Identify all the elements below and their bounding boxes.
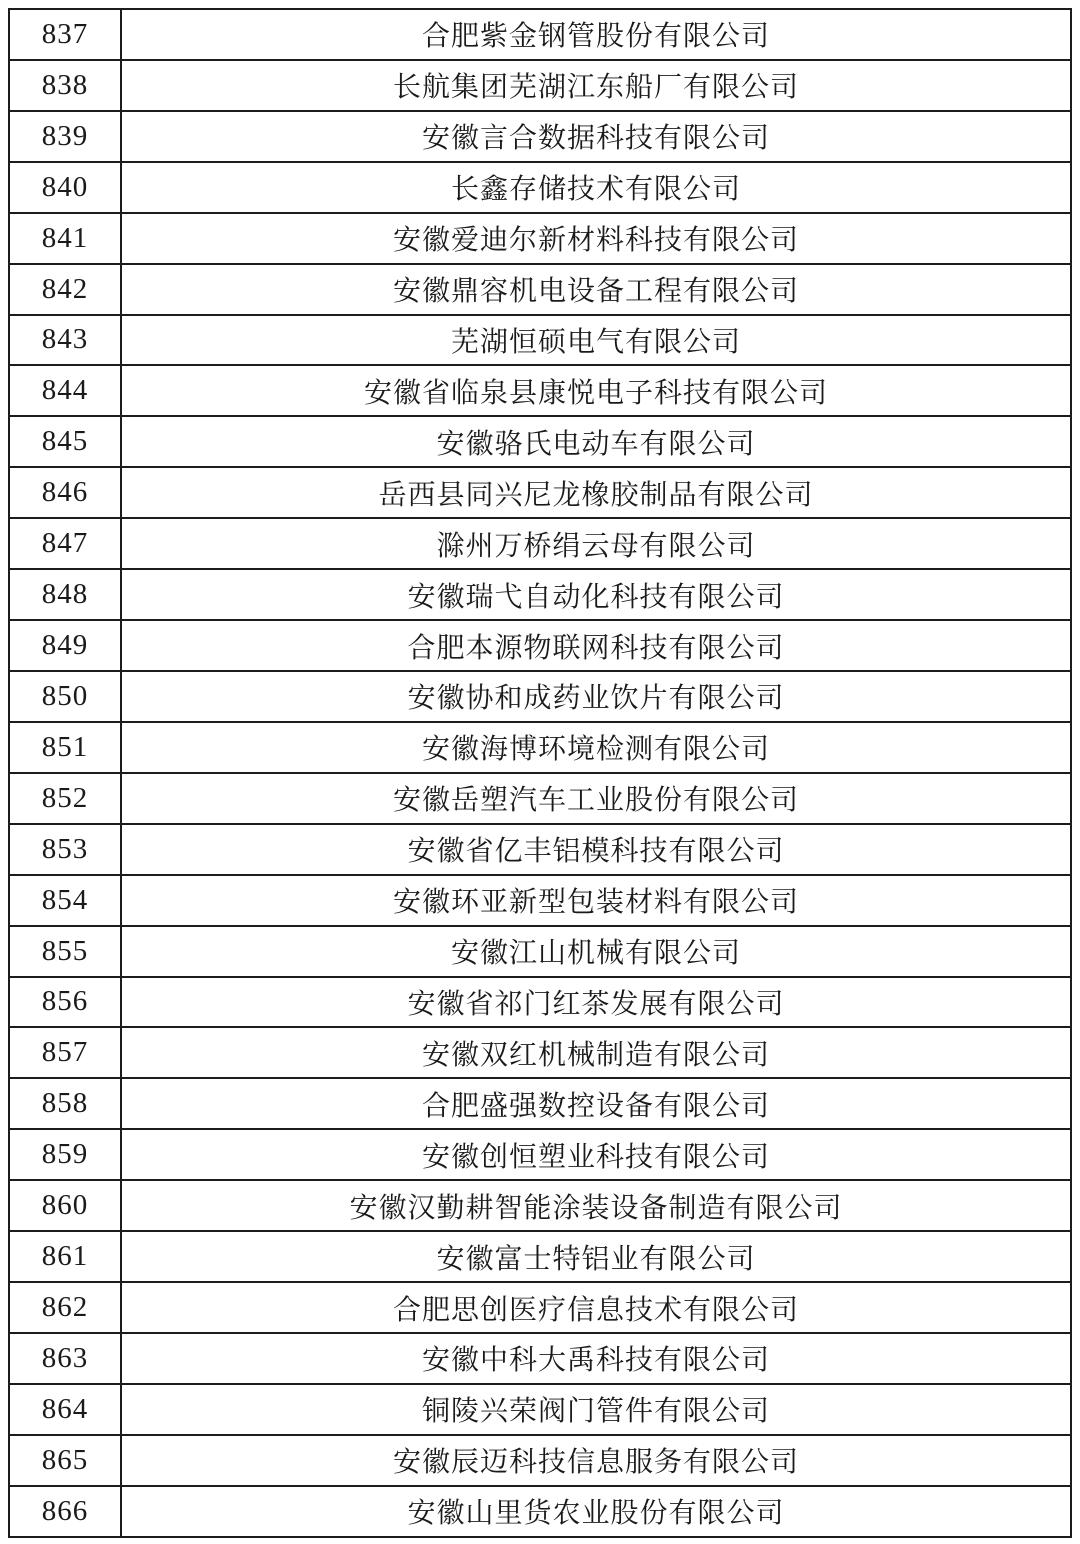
company-name: 安徽鼎容机电设备工程有限公司: [121, 264, 1071, 315]
row-number: 865: [9, 1435, 121, 1486]
table-row: [9, 162, 1071, 213]
row-number: 848: [9, 569, 121, 620]
table-row: [9, 926, 1071, 977]
company-name: 长鑫存储技术有限公司: [121, 162, 1071, 213]
company-name: 合肥紫金钢管股份有限公司: [121, 9, 1071, 60]
table-row: [9, 722, 1071, 773]
table-row: [9, 365, 1071, 416]
row-number: 858: [9, 1078, 121, 1129]
table-row: [9, 1435, 1071, 1486]
company-name: 合肥本源物联网科技有限公司: [121, 620, 1071, 671]
table-row: [9, 60, 1071, 111]
row-number: 840: [9, 162, 121, 213]
table-row: [9, 1486, 1071, 1537]
row-number: 844: [9, 365, 121, 416]
company-name: 安徽辰迈科技信息服务有限公司: [121, 1435, 1071, 1486]
company-name: 长航集团芜湖江东船厂有限公司: [121, 60, 1071, 111]
table-row: [9, 264, 1071, 315]
table-row: [9, 977, 1071, 1028]
row-number: 864: [9, 1384, 121, 1435]
company-name: 安徽言合数据科技有限公司: [121, 111, 1071, 162]
company-name: 安徽富士特铝业有限公司: [121, 1231, 1071, 1282]
row-number: 856: [9, 977, 121, 1028]
table-row: [9, 111, 1071, 162]
table-row: [9, 1333, 1071, 1384]
row-number: 845: [9, 416, 121, 467]
company-name: 滁州万桥绢云母有限公司: [121, 518, 1071, 569]
company-name: 安徽海博环境检测有限公司: [121, 722, 1071, 773]
company-name: 安徽省祁门红茶发展有限公司: [121, 977, 1071, 1028]
company-name: 安徽中科大禹科技有限公司: [121, 1333, 1071, 1384]
table-row: [9, 1078, 1071, 1129]
row-number: 841: [9, 213, 121, 264]
row-number: 854: [9, 875, 121, 926]
company-name: 安徽省亿丰铝模科技有限公司: [121, 824, 1071, 875]
company-name: 合肥盛强数控设备有限公司: [121, 1078, 1071, 1129]
row-number: 837: [9, 9, 121, 60]
table-row: [9, 671, 1071, 722]
table-row: [9, 416, 1071, 467]
row-number: 847: [9, 518, 121, 569]
table-row: [9, 9, 1071, 60]
table-row: [9, 1129, 1071, 1180]
row-number: 859: [9, 1129, 121, 1180]
table-row: [9, 824, 1071, 875]
table-row: [9, 875, 1071, 926]
company-name: 岳西县同兴尼龙橡胶制品有限公司: [121, 467, 1071, 518]
table-row: [9, 620, 1071, 671]
company-name: 安徽江山机械有限公司: [121, 926, 1071, 977]
row-number: 846: [9, 467, 121, 518]
row-number: 850: [9, 671, 121, 722]
row-number: 849: [9, 620, 121, 671]
row-number: 853: [9, 824, 121, 875]
company-name: 安徽汉勤耕智能涂装设备制造有限公司: [121, 1180, 1071, 1231]
company-name: 安徽骆氏电动车有限公司: [121, 416, 1071, 467]
table-row: [9, 1231, 1071, 1282]
company-name: 安徽岳塑汽车工业股份有限公司: [121, 773, 1071, 824]
row-number: 866: [9, 1486, 121, 1537]
table-row: [9, 1027, 1071, 1078]
row-number: 860: [9, 1180, 121, 1231]
table-row: [9, 773, 1071, 824]
table-row: [9, 1180, 1071, 1231]
company-name: 安徽瑞弋自动化科技有限公司: [121, 569, 1071, 620]
table-row: [9, 467, 1071, 518]
table-row: [9, 1282, 1071, 1333]
table-row: [9, 569, 1071, 620]
company-name: 铜陵兴荣阀门管件有限公司: [121, 1384, 1071, 1435]
row-number: 838: [9, 60, 121, 111]
row-number: 863: [9, 1333, 121, 1384]
row-number: 842: [9, 264, 121, 315]
table-row: [9, 213, 1071, 264]
row-number: 861: [9, 1231, 121, 1282]
company-name: 安徽环亚新型包装材料有限公司: [121, 875, 1071, 926]
company-list-table: [8, 8, 1072, 1538]
company-name: 安徽创恒塑业科技有限公司: [121, 1129, 1071, 1180]
company-name: 安徽协和成药业饮片有限公司: [121, 671, 1071, 722]
company-name: 安徽省临泉县康悦电子科技有限公司: [121, 365, 1071, 416]
company-name: 芜湖恒硕电气有限公司: [121, 315, 1071, 366]
company-name: 安徽山里货农业股份有限公司: [121, 1486, 1071, 1537]
company-name: 安徽双红机械制造有限公司: [121, 1027, 1071, 1078]
row-number: 839: [9, 111, 121, 162]
company-name: 安徽爱迪尔新材料科技有限公司: [121, 213, 1071, 264]
company-name: 合肥思创医疗信息技术有限公司: [121, 1282, 1071, 1333]
company-table-body: [9, 9, 1071, 1537]
row-number: 857: [9, 1027, 121, 1078]
table-row: [9, 1384, 1071, 1435]
table-row: [9, 518, 1071, 569]
row-number: 843: [9, 315, 121, 366]
row-number: 862: [9, 1282, 121, 1333]
row-number: 852: [9, 773, 121, 824]
row-number: 855: [9, 926, 121, 977]
row-number: 851: [9, 722, 121, 773]
table-row: [9, 315, 1071, 366]
